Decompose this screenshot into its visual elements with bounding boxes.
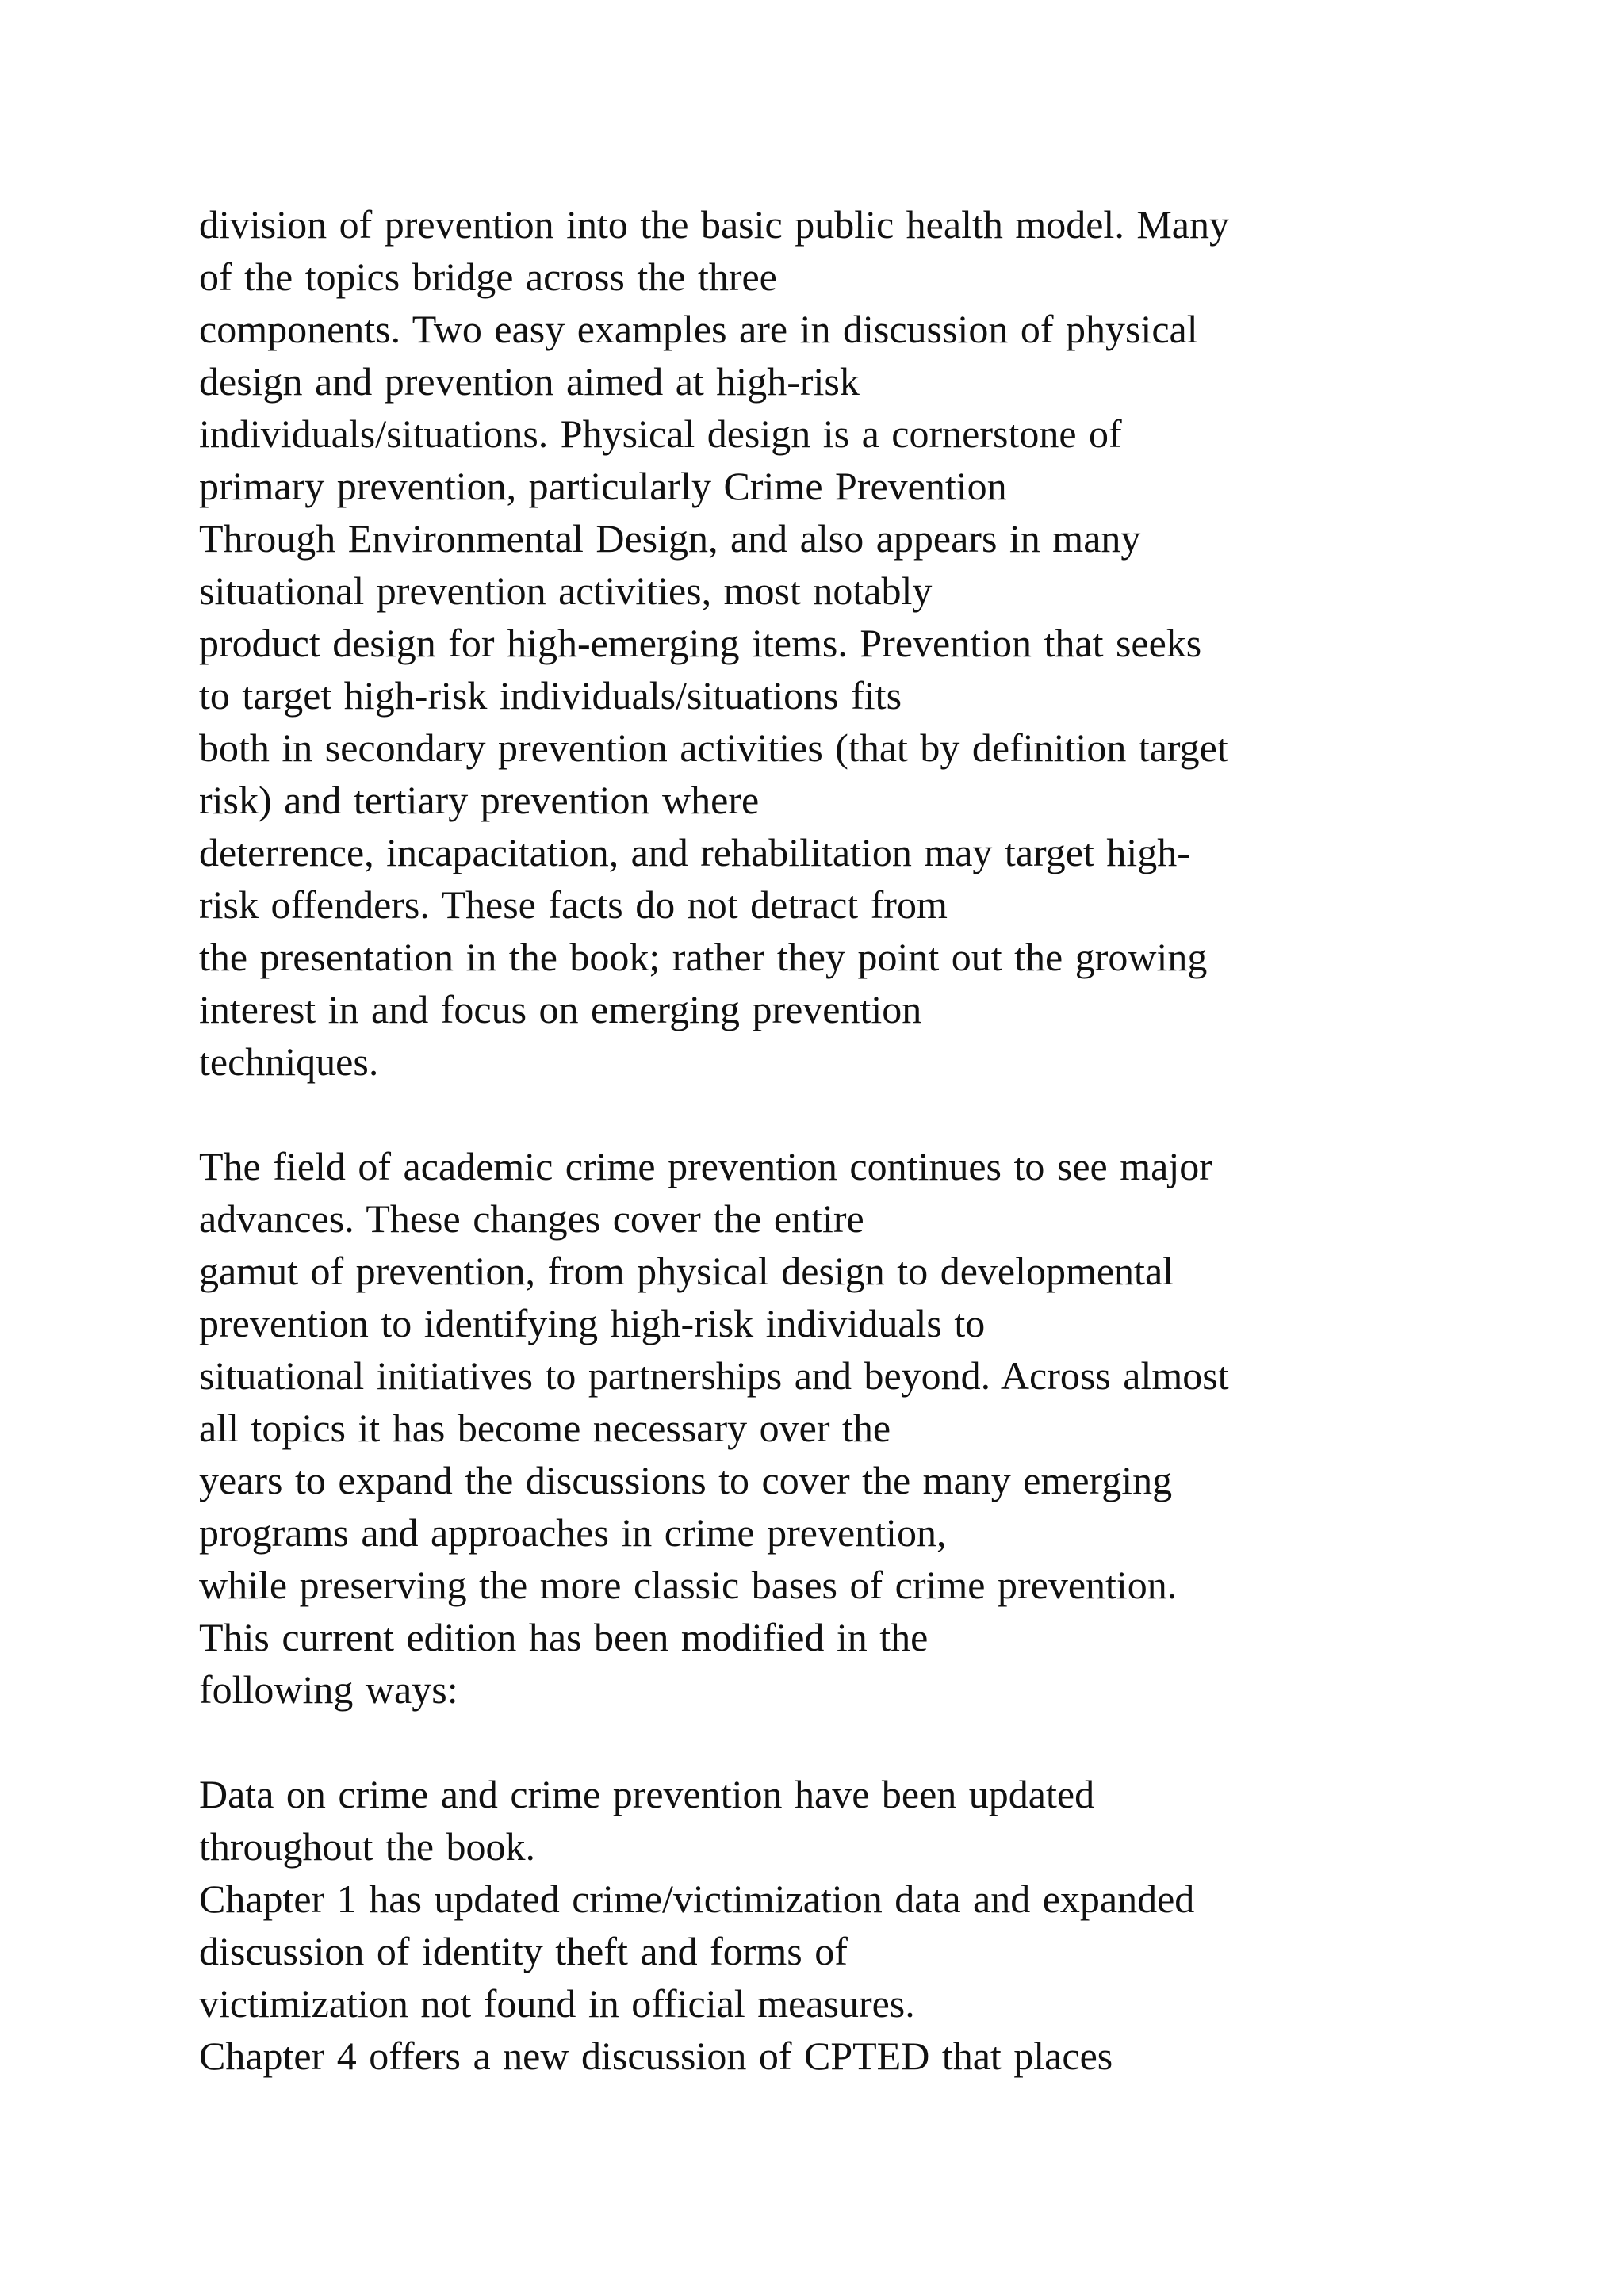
text-line: components. Two easy examples are in discussion of physical	[199, 307, 1198, 351]
text-line: situational prevention activities, most notably	[199, 568, 933, 613]
text-line: primary prevention, particularly Crime Prevention	[199, 464, 1007, 508]
text-line: Through Environmental Design, and also appears in many	[199, 516, 1141, 561]
text-line: This current edition has been modified in the	[199, 1615, 929, 1659]
paragraph-public-health-model	[199, 198, 1595, 1088]
text-line: situational initiatives to partnerships and beyond. Across almost	[199, 1353, 1229, 1398]
paragraph-spacer	[199, 1088, 1595, 1140]
text-line: risk offenders. These facts do not detract from	[199, 882, 948, 927]
document-body	[199, 198, 1595, 2082]
text-line: risk) and tertiary prevention where	[199, 778, 760, 822]
paragraph-spacer	[199, 1716, 1595, 1768]
text-line: Chapter 1 has updated crime/victimization data and expanded	[199, 1877, 1195, 1921]
text-line: throughout the book.	[199, 1824, 536, 1869]
text-line: The field of academic crime prevention continues to see major	[199, 1144, 1212, 1188]
text-line: techniques.	[199, 1039, 379, 1084]
paragraph-edition-changes	[199, 1768, 1595, 2082]
text-line: advances. These changes cover the entire	[199, 1196, 864, 1241]
text-line: division of prevention into the basic public health model. Many	[199, 202, 1229, 247]
text-line: gamut of prevention, from physical design to developmental	[199, 1249, 1174, 1293]
text-line: product design for high-emerging items. Prevention that seeks	[199, 621, 1202, 665]
text-line: discussion of identity theft and forms of	[199, 1929, 848, 1973]
text-line: interest in and focus on emerging prevention	[199, 987, 922, 1031]
text-line: individuals/situations. Physical design is a cornerstone of	[199, 411, 1122, 456]
text-line: following ways:	[199, 1667, 458, 1712]
text-line: design and prevention aimed at high-risk	[199, 359, 860, 404]
text-line: both in secondary prevention activities (that by definition target	[199, 725, 1228, 770]
text-line: years to expand the discussions to cover the many emerging	[199, 1458, 1173, 1502]
text-line: the presentation in the book; rather they point out the growing	[199, 935, 1208, 979]
text-line: while preserving the more classic bases of crime prevention.	[199, 1563, 1178, 1607]
text-line: programs and approaches in crime prevention,	[199, 1510, 947, 1555]
text-line: Data on crime and crime prevention have been updated	[199, 1772, 1095, 1816]
text-line: deterrence, incapacitation, and rehabilitation may target high-	[199, 830, 1190, 874]
text-line: victimization not found in official measures.	[199, 1981, 915, 2026]
text-line: to target high-risk individuals/situations fits	[199, 673, 902, 718]
text-line: Chapter 4 offers a new discussion of CPTED that places	[199, 2034, 1113, 2078]
paragraph-academic-advances	[199, 1140, 1595, 1716]
text-line: of the topics bridge across the three	[199, 254, 777, 299]
text-line: prevention to identifying high-risk individuals to	[199, 1301, 986, 1345]
text-line: all topics it has become necessary over the	[199, 1406, 891, 1450]
